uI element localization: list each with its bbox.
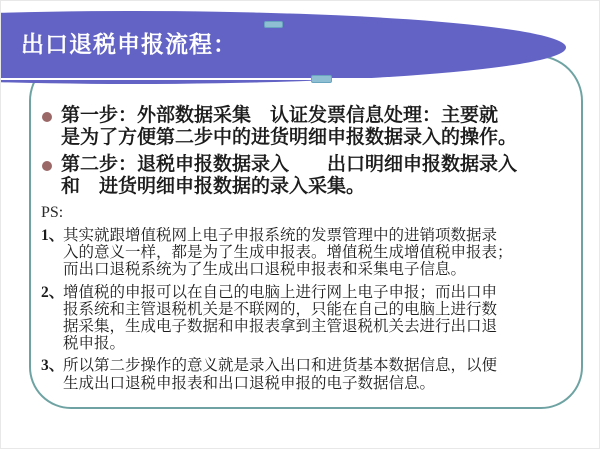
slide-body [39, 105, 557, 397]
text-line: 和 进货明细申报数据的录入采集。 [61, 176, 366, 197]
bullet-text [61, 105, 517, 149]
numbered-item [41, 357, 557, 391]
numbered-item [41, 284, 557, 353]
text-line: 第一步：外部数据采集 认证发票信息处理：主要就 [61, 105, 499, 126]
text-line: 生成出口退税申报表和出口退税申报的电子数据信息。 [63, 374, 436, 392]
text-line: 其实就跟增值税网上电子申报系统的发票管理中的进销项数据录 [63, 227, 498, 244]
decor-dash-icon [311, 75, 332, 83]
item-text [63, 357, 497, 391]
text-line: 据采集，生成电子数据和申报表拿到主管退税机关去进行出口退 [63, 318, 498, 336]
text-line: 入的意义一样，都是为了生成申报表。增值税生成增值税申报表； [63, 244, 513, 262]
text-line: 增值税的申报可以在自己的电脑上进行网上电子申报；而出口申 [63, 283, 498, 301]
item-text [63, 284, 497, 353]
decor-dash-icon [264, 21, 283, 28]
item-number: 1、 [41, 227, 65, 244]
text-line: 而出口退税系统为了生成出口退税申报表和采集电子信息。 [63, 261, 467, 279]
text-line: 是为了方便第二步中的进货明细申报数据录入的操作。 [61, 127, 518, 148]
bullet-item [39, 105, 557, 149]
item-number: 2、 [41, 283, 65, 301]
text-line: 税申报。 [63, 335, 126, 353]
item-number: 3、 [41, 357, 65, 375]
text-line: 第二步：退税申报数据录入 出口明细申报数据录入 [61, 154, 518, 175]
page-title: 出口退税申报流程： [21, 32, 237, 57]
bullet-dot-icon [39, 154, 61, 198]
text-line: 所以第二步操作的意义就是录入出口和进货基本数据信息，以便 [63, 357, 498, 375]
bullet-dot-icon [39, 105, 61, 149]
numbered-item [41, 227, 557, 279]
bullet-text [61, 154, 517, 198]
text-line: 报系统和主管退税机关是不联网的，只能在自己的电脑上进行数 [63, 300, 498, 318]
item-text [63, 227, 513, 279]
bullet-item [39, 154, 557, 198]
ps-label: PS: [41, 204, 64, 221]
